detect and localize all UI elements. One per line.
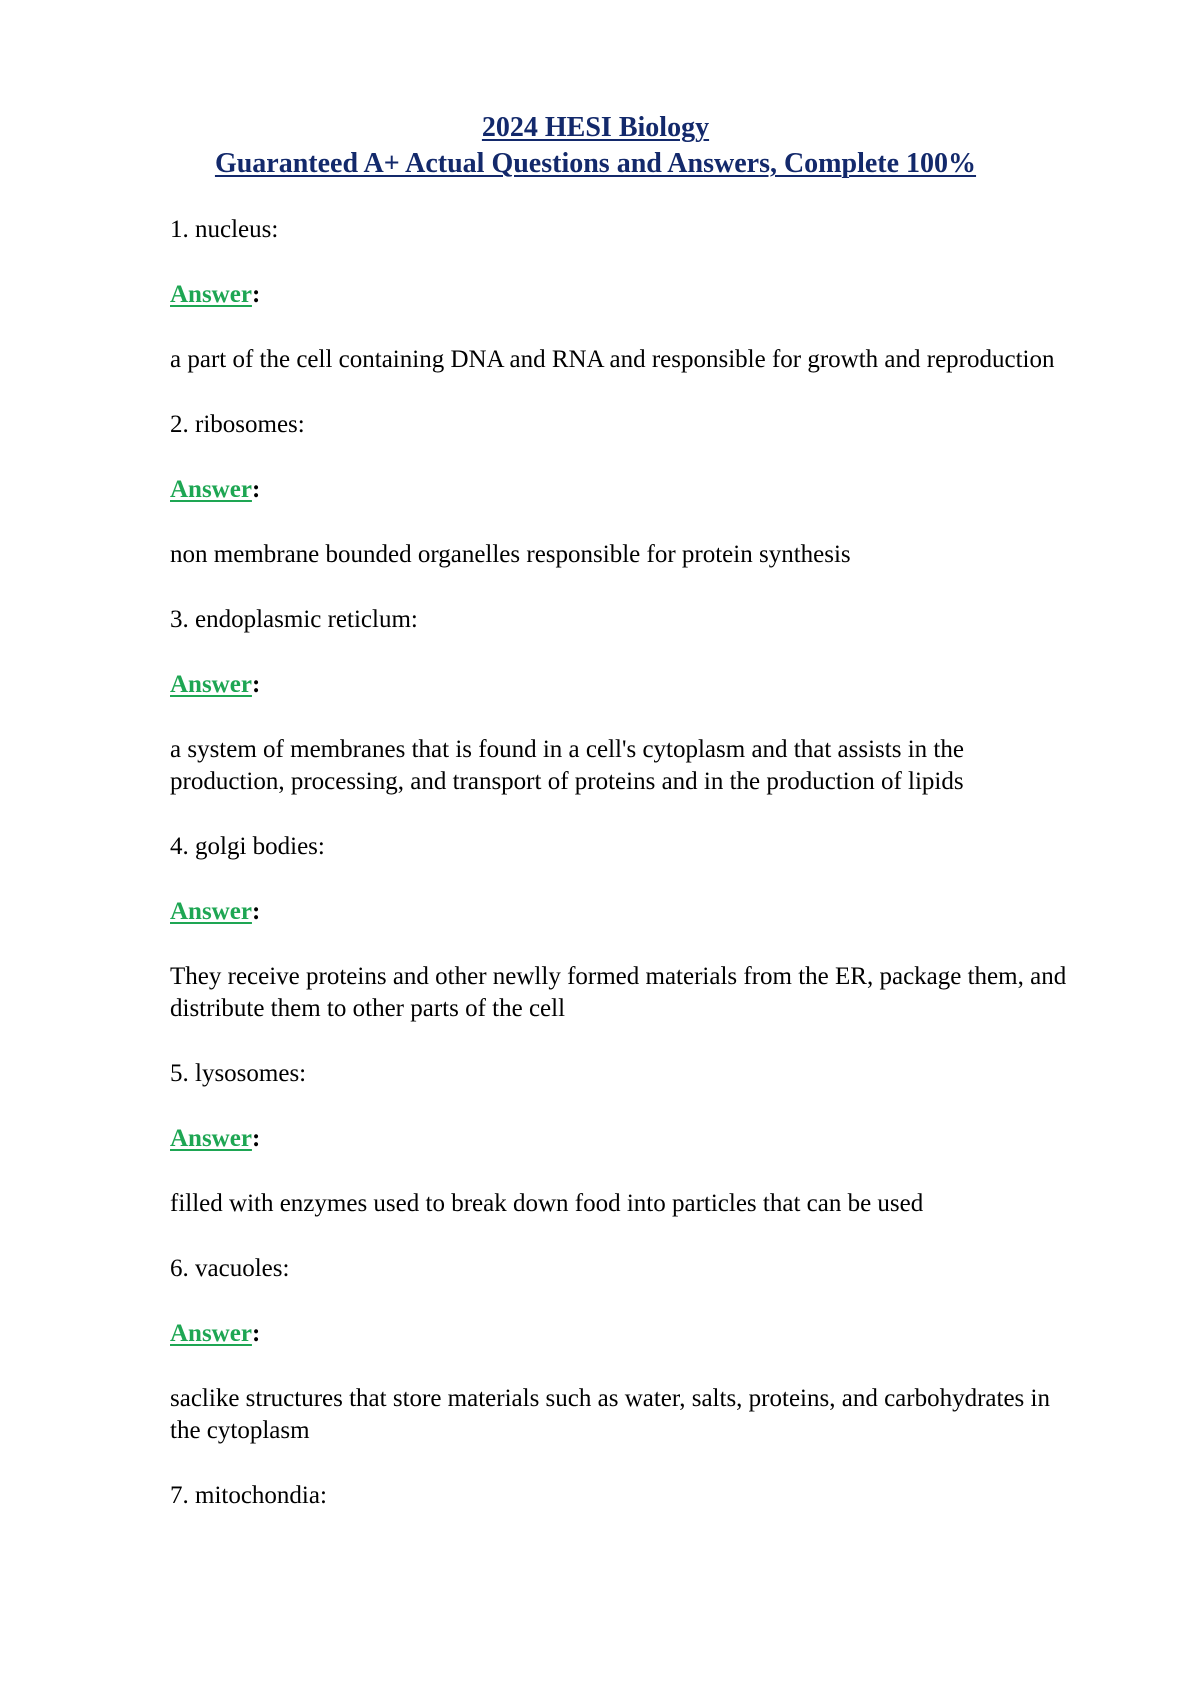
qa-item [170, 409, 1070, 571]
answer-label [170, 1318, 1070, 1350]
document-subtitle [0, 146, 1191, 182]
answer-text: non membrane bounded organelles responsible for protein synthesis [170, 541, 851, 568]
question-text: 5. lysosomes: [170, 1060, 307, 1087]
question-answer-list [170, 214, 1070, 1545]
answer-label-word: Answer [170, 281, 252, 308]
qa-item [170, 1058, 1070, 1220]
question-text: 3. endoplasmic reticlum: [170, 606, 418, 633]
qa-item [170, 1480, 1070, 1512]
answer-label [170, 1123, 1070, 1155]
answer-label-word: Answer [170, 671, 252, 698]
answer-label-colon: : [251, 671, 261, 698]
answer-text: They receive proteins and other newlly formed materials from the ER, package them, and distribute them to other parts of the cell [170, 963, 1067, 1022]
answer-label-word: Answer [170, 476, 252, 503]
answer-text: saclike structures that store materials such as water, salts, proteins, and carbohydrates in the cytoplasm [170, 1385, 1050, 1444]
answer-text: filled with enzymes used to break down food into particles that can be used [170, 1190, 924, 1217]
document-header [0, 110, 1191, 182]
answer-label [170, 669, 1070, 701]
answer-label-colon: : [251, 1320, 261, 1347]
answer-label-colon: : [251, 1125, 261, 1152]
answer-label-colon: : [251, 476, 261, 503]
question-text: 1. nucleus: [170, 216, 279, 243]
answer-label-word: Answer [170, 898, 252, 925]
document-title [0, 110, 1191, 146]
answer-label-word: Answer [170, 1125, 252, 1152]
question-text: 7. mitochondia: [170, 1482, 327, 1509]
qa-item [170, 604, 1070, 798]
question-text: 2. ribosomes: [170, 411, 305, 438]
qa-item [170, 214, 1070, 376]
qa-item [170, 831, 1070, 1025]
answer-label [170, 279, 1070, 311]
question-text: 4. golgi bodies: [170, 833, 325, 860]
title-line-2: Guaranteed A+ Actual Questions and Answers, Complete 100% [214, 148, 977, 179]
answer-label [170, 896, 1070, 928]
answer-label-colon: : [251, 281, 261, 308]
answer-text: a system of membranes that is found in a cell's cytoplasm and that assists in the production, processing, and transport of proteins and in the production of lipids [170, 736, 964, 795]
answer-label [170, 474, 1070, 506]
answer-text: a part of the cell containing DNA and RNA and responsible for growth and reproduction [170, 346, 1055, 373]
answer-label-word: Answer [170, 1320, 252, 1347]
question-text: 6. vacuoles: [170, 1255, 290, 1282]
qa-item [170, 1253, 1070, 1447]
title-line-1: 2024 HESI Biology [481, 112, 710, 143]
answer-label-colon: : [251, 898, 261, 925]
